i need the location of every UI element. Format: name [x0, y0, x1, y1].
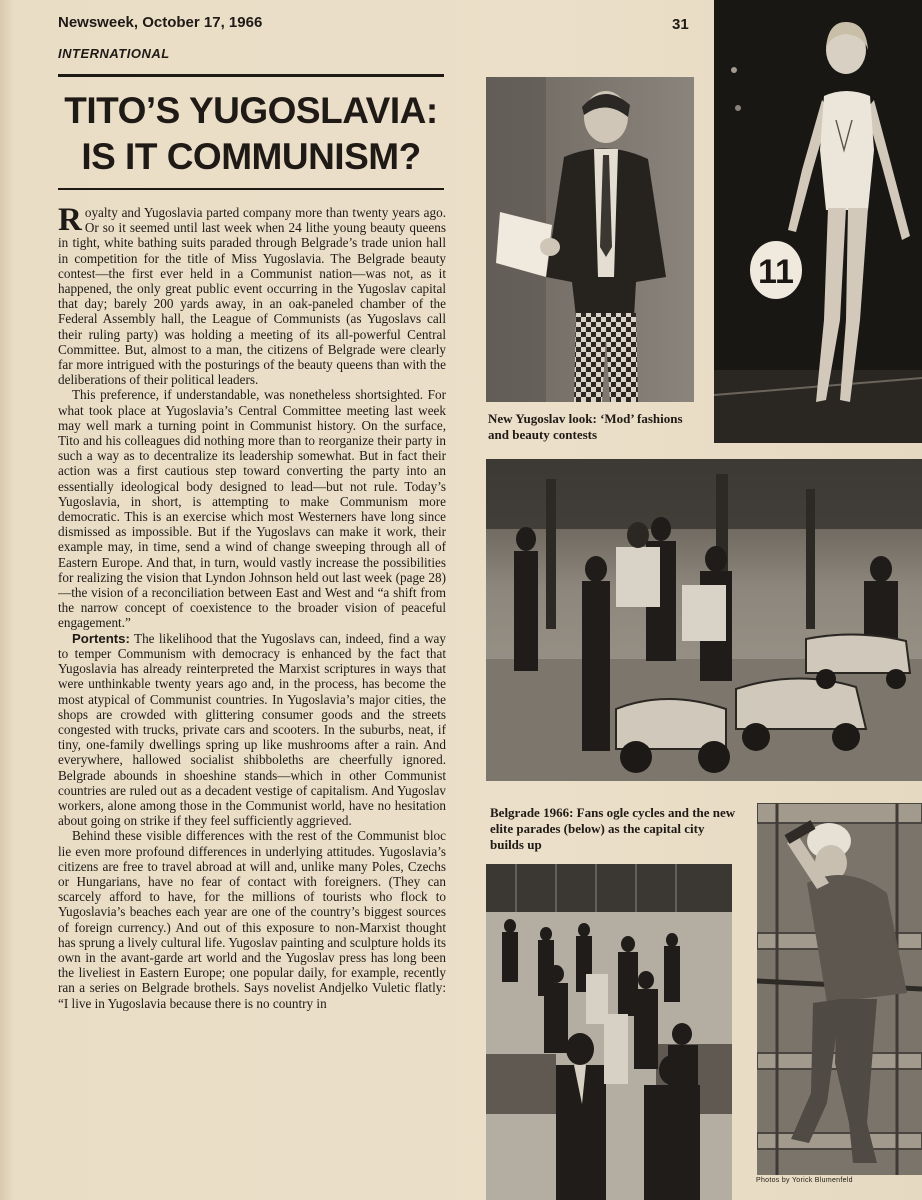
paragraph-1-text: oyalty and Yugoslavia parted company more than twenty years ago. Or so it seemed until last week when 24 lithe young beauty queens in tight, white bathing suits paraded through Belgrade’s trade union hall in competition for the title of Miss Yugoslavia. The Belgrade beauty contest—the first ever held in a Communist nation—was not, as it happened, the only great public event occurring in the Yugoslav capital that day; barely 200 yards away, in an oak-paneled chamber of the Federal Assembly hall, the League of Communists (as Yugoslavs call their ruling party) was holding a meeting of its all-powerful Central Committee. But, almost to a man, the citizens of Belgrade were clearly far more intrigued with the posturings of the beauty queens than with the deliberations of their political leaders.: [58, 205, 446, 388]
issue-date: Newsweek, October 17, 1966: [58, 14, 263, 31]
photo-mod-fashion: [486, 77, 694, 402]
article-paragraph-1: [58, 205, 446, 387]
photo-credit: Photos by Yorick Blumenfeld: [756, 1177, 853, 1184]
photo-beauty-contest: [714, 0, 922, 443]
photo-scooters-crowd: [486, 459, 922, 781]
headline: [58, 88, 444, 180]
article-paragraph-2: This preference, if understandable, was nonetheless shortsighted. For what took place at Yugoslavia’s Central Committee meeting last week may well mark a turning point in Communist history. On the surface, Tito and his colleagues did nothing more than to reorganize their party in such a way as to decentralize its leadership somewhat. But in fact their action was a first cautious step toward converting the party into an essentially ideological body designed to lead—but not rule. Today’s Yugoslavia, in short, is attempting to make Communism more democratic. This is an exercise which most Westerners have long since dismissed as impossible. But if the Yugoslavs can make it work, their example may, in time, send a wind of change sweeping through all of Eastern Europe. And that, in turn, would vastly increase the possibilities for realizing the vision that Lyndon Johnson held out last week (page 28)—the vision of a reconciliation between East and West and “a shift from the narrow concept of coexistence to the broader vision of peaceful engagement.”: [58, 387, 446, 631]
article-body: [58, 205, 446, 1190]
paragraph-3-text: The likelihood that the Yugoslavs can, indeed, find a way to temper Communism with democracy is enhanced by the fact that Yugoslavia has already reinterpreted the Marxist scriptures in ways that were unthinkable twenty years ago and, in the process, has become the most atypical of Communist countries. In Yugoslavia’s major cities, the shops are crowded with glittering consumer goods and the streets congested with trucks, private cars and scooters. In the suburbs, neat, if tiny, one-family dwellings spring up like mushrooms after a rain. And everywhere, hallowed socialist shibboleths are cheerfully ignored. Belgrade abounds in shoeshine stands—which in other Communist countries are ruled out as a decadent vestige of capitalism. And Yugoslav workers, alone among those in the Communist world, have no hesitation about going on strike if they feel sufficiently aggrieved.: [58, 630, 446, 829]
headline-rule-top: [58, 74, 444, 77]
caption-mod-fashion: New Yugoslav look: ‘Mod’ fashions and beauty contests: [488, 411, 683, 442]
page-number: 31: [672, 16, 689, 33]
headline-line-1: TITO’S YUGOSLAVIA:: [64, 90, 438, 131]
drop-cap: R: [58, 205, 82, 238]
section-label: INTERNATIONAL: [58, 46, 170, 61]
article-paragraph-4: Behind these visible differences with the rest of the Communist bloc lie even more profound differences in underlying attitudes. Yugoslavia’s citizens are free to travel abroad at will and, unlike many Poles, Czechs or Hungarians, have no fear of contact with foreigners. (They can scarcely afford to have, for the millions of tourists who flock to Yugoslavia’s beaches each year are one of the country’s biggest sources of foreign currency.) And out of this exposure to non-Marxist thought has sprung a lively cultural life. Yugoslav painting and sculpture holds its own in the avant-garde art world and the Yugoslav press has long been the liveliest in Eastern Europe; one popular daily, for example, recently ran a series on Belgrade brothels. Says novelist Andjelko Vuletic flatly: “I live in Yugoslavia because there is no country in: [58, 828, 446, 1011]
article-paragraph-3: [58, 631, 446, 829]
subhead-portents: Portents:: [72, 630, 130, 646]
photo-construction-worker: [757, 803, 922, 1175]
photo-elite-parade: [486, 864, 732, 1200]
headline-line-2: IS IT COMMUNISM?: [81, 136, 421, 177]
contestant-number: 11: [758, 253, 794, 291]
headline-rule-bottom: [58, 188, 444, 190]
caption-belgrade: Belgrade 1966: Fans ogle cycles and the new elite parades (below) as the capital city builds up: [490, 805, 736, 852]
